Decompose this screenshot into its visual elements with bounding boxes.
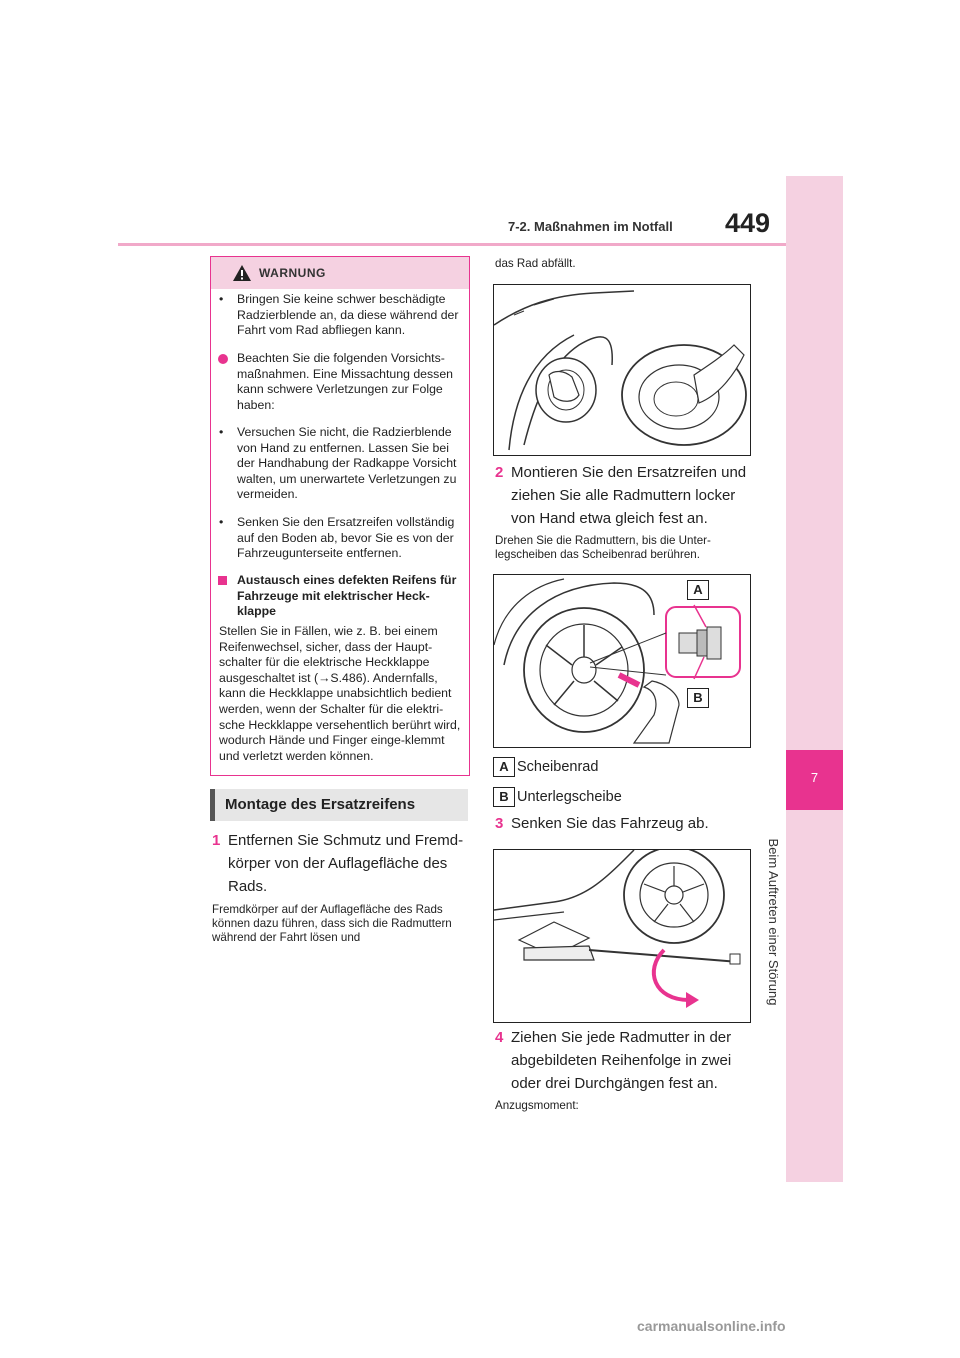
- warning-item: [219, 351, 465, 413]
- page-number: 449: [725, 208, 771, 238]
- warning-item: [219, 515, 465, 562]
- step-number: 3: [495, 815, 504, 832]
- chapter-side-tab: [786, 176, 843, 1182]
- section-heading: [210, 789, 468, 821]
- callout-a: A: [687, 580, 709, 600]
- step-text: Entfernen Sie Schmutz und Fremd-körper von der Auflagefläche des Rads.: [228, 832, 464, 895]
- warning-item-text: Bringen Sie keine schwer beschädigte Radzierblende an, da diese während der Fahrt vom Rad abfliegen kann.: [237, 292, 459, 338]
- bullet: •: [219, 292, 224, 306]
- legend-label-b: Unterlegscheibe: [517, 789, 622, 805]
- step-4: [495, 1026, 755, 1095]
- figure-wheel-cap-removal: [493, 284, 751, 456]
- wheel-cap-removal-illustration: [494, 285, 750, 455]
- figure-wheel-nut-mounting: [493, 574, 751, 748]
- section-heading-accent: [210, 789, 215, 821]
- figure-lowering-vehicle: [493, 849, 751, 1023]
- step-2-note: Drehen Sie die Radmuttern, bis die Unter-legscheiben das Scheibenrad berühren.: [495, 534, 711, 561]
- legend-key-b: B: [493, 787, 515, 807]
- section-title: 7-2. Maßnahmen im Notfall: [508, 219, 673, 234]
- warning-item-text: Beachten Sie die folgenden Vorsichts-maßnahmen. Eine Missachtung dessen kann schwere Verletzungen zur Folge haben:: [237, 351, 453, 412]
- continued-text: das Rad abfällt.: [495, 257, 576, 270]
- warning-subheading-text: Austausch eines defekten Reifens für Fahrzeuge mit elektrischer Heck-klappe: [237, 573, 457, 619]
- section-heading-text: Montage des Ersatzreifens: [225, 796, 416, 813]
- chapter-number: 7: [810, 770, 819, 785]
- bullet: •: [219, 515, 224, 529]
- warning-item: [219, 425, 465, 503]
- square-bullet-icon: [218, 576, 227, 585]
- lowering-vehicle-illustration: [494, 850, 750, 1022]
- step-text: Ziehen Sie jede Radmutter in der abgebildeten Reihenfolge in zwei oder drei Durchgängen fest an.: [511, 1029, 732, 1092]
- warning-header: [211, 257, 469, 289]
- wheel-nut-mounting-illustration: [494, 575, 750, 747]
- warning-box: [210, 256, 470, 776]
- step-4-note: Anzugsmoment:: [495, 1099, 579, 1112]
- step-number: 4: [495, 1029, 504, 1046]
- warning-item-text: Versuchen Sie nicht, die Radzierblende von Hand zu entfernen. Lassen Sie bei der Handhabung der Radkappe Vorsicht walten, um unerwartete Verletzungen zu vermeiden.: [237, 425, 457, 502]
- step-3: [495, 812, 755, 835]
- step-2: [495, 461, 755, 530]
- legend-label-a: Scheibenrad: [517, 759, 599, 775]
- header-rule: [118, 243, 786, 246]
- step-1-note: Fremdkörper auf der Auflagefläche des Rads können dazu führen, dass sich die Radmuttern während der Fahrt lösen und: [212, 903, 452, 944]
- warning-item-text: Senken Sie den Ersatzreifen vollständig auf den Boden ab, bevor Sie es von der Fahrzeugunterseite entfernen.: [237, 515, 455, 561]
- warning-subheading: [219, 573, 465, 620]
- circle-bullet-icon: [218, 354, 228, 364]
- step-1: [212, 829, 468, 898]
- warning-body: Stellen Sie in Fällen, wie z. B. bei einem Reifenwechsel, sicher, dass der Haupt-schalter für die elektrische Heckklappe ausgeschaltet ist (→S.486). Andernfalls, kann die Heckklappe unabsichtlich bedient werden, wenn der Schalter für die elektri-sche Heckklappe versehentlich berührt wird, wodurch Hände und Finger einge-klemmt und verletzt werden können.: [219, 624, 461, 763]
- watermark: carmanualsonline.info: [637, 1318, 786, 1334]
- step-number: 2: [495, 464, 504, 481]
- chapter-number-tab: [786, 750, 843, 810]
- warning-item: [219, 292, 465, 339]
- step-text: Montieren Sie den Ersatzreifen und ziehen Sie alle Radmuttern locker von Hand etwa gleich fest an.: [511, 464, 747, 527]
- chapter-title: Beim Auftreten einer Störung: [766, 838, 781, 1006]
- step-text: Senken Sie das Fahrzeug ab.: [511, 815, 709, 832]
- callout-b: B: [687, 688, 709, 708]
- legend-key-a: A: [493, 757, 515, 777]
- warning-triangle-icon: [232, 264, 252, 282]
- step-number: 1: [212, 832, 221, 849]
- warning-title: WARNUNG: [259, 266, 326, 280]
- bullet: •: [219, 425, 224, 439]
